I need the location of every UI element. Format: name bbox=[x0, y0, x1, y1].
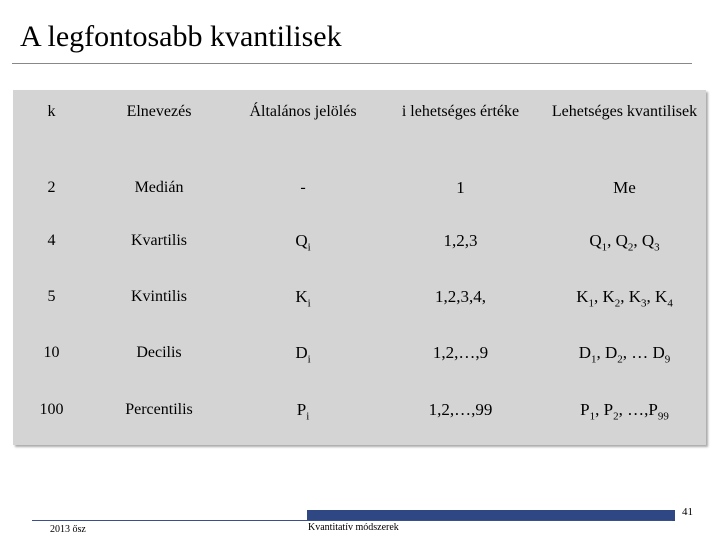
quantile-table bbox=[13, 90, 706, 445]
cell-notation: $K_i$ bbox=[295, 287, 311, 310]
cell-quantiles: $Q_1$, $Q_2$, $Q_3$ bbox=[589, 231, 660, 254]
header-k: k bbox=[47, 103, 56, 120]
header-name: Elnevezés bbox=[126, 103, 192, 120]
cell-notation: $Q_i$ bbox=[295, 231, 311, 254]
cell-k: 100 bbox=[39, 401, 64, 418]
footer-divider bbox=[32, 520, 672, 521]
cell-quantiles: Me bbox=[613, 178, 636, 197]
cell-notation: $D_i$ bbox=[295, 343, 311, 366]
table-row bbox=[13, 221, 706, 277]
table-row bbox=[13, 390, 706, 445]
cell-name: Percentilis bbox=[125, 401, 193, 418]
cell-name: Kvintilis bbox=[130, 288, 187, 305]
cell-i: 1 bbox=[456, 178, 465, 197]
table-row bbox=[13, 168, 706, 221]
footer-date: 2013 ősz bbox=[50, 524, 86, 535]
cell-k: 4 bbox=[47, 232, 56, 249]
cell-i: 1,2,3,4, bbox=[435, 287, 486, 306]
cell-notation: - bbox=[300, 179, 306, 196]
header-quantiles: Lehetséges kvantilisek bbox=[551, 103, 698, 120]
cell-k: 2 bbox=[47, 179, 56, 196]
cell-name: Decilis bbox=[136, 344, 182, 361]
cell-name: Kvartilis bbox=[131, 232, 187, 249]
header-i: i lehetséges értéke bbox=[401, 103, 520, 120]
table-header-row bbox=[13, 90, 706, 168]
cell-quantiles: $P_1$, $P_2$, $\dots,P_{99}$ bbox=[580, 400, 669, 423]
cell-quantiles: $D_1$, $D_2$, … $D_9$ bbox=[578, 343, 671, 366]
cell-k: 5 bbox=[47, 288, 56, 305]
table-row bbox=[13, 333, 706, 390]
cell-k: 10 bbox=[43, 344, 60, 361]
table-row bbox=[13, 277, 706, 333]
page-number: 41 bbox=[682, 506, 693, 518]
cell-i: 1,2,…,9 bbox=[432, 343, 489, 362]
cell-i: 1,2,…,99 bbox=[428, 400, 493, 419]
title-divider bbox=[12, 63, 692, 64]
footer-course: Kvantitatív módszerek bbox=[308, 522, 399, 533]
cell-name: Medián bbox=[134, 179, 184, 196]
cell-quantiles: $K_1$, $K_2$, $K_3$, $K_4$ bbox=[576, 287, 673, 310]
cell-i: 1,2,3 bbox=[443, 231, 478, 250]
header-notation: Általános jelölés bbox=[249, 103, 357, 120]
slide-title: A legfontosabb kvantilisek bbox=[20, 20, 342, 53]
cell-notation: $P_i$ bbox=[296, 400, 310, 423]
